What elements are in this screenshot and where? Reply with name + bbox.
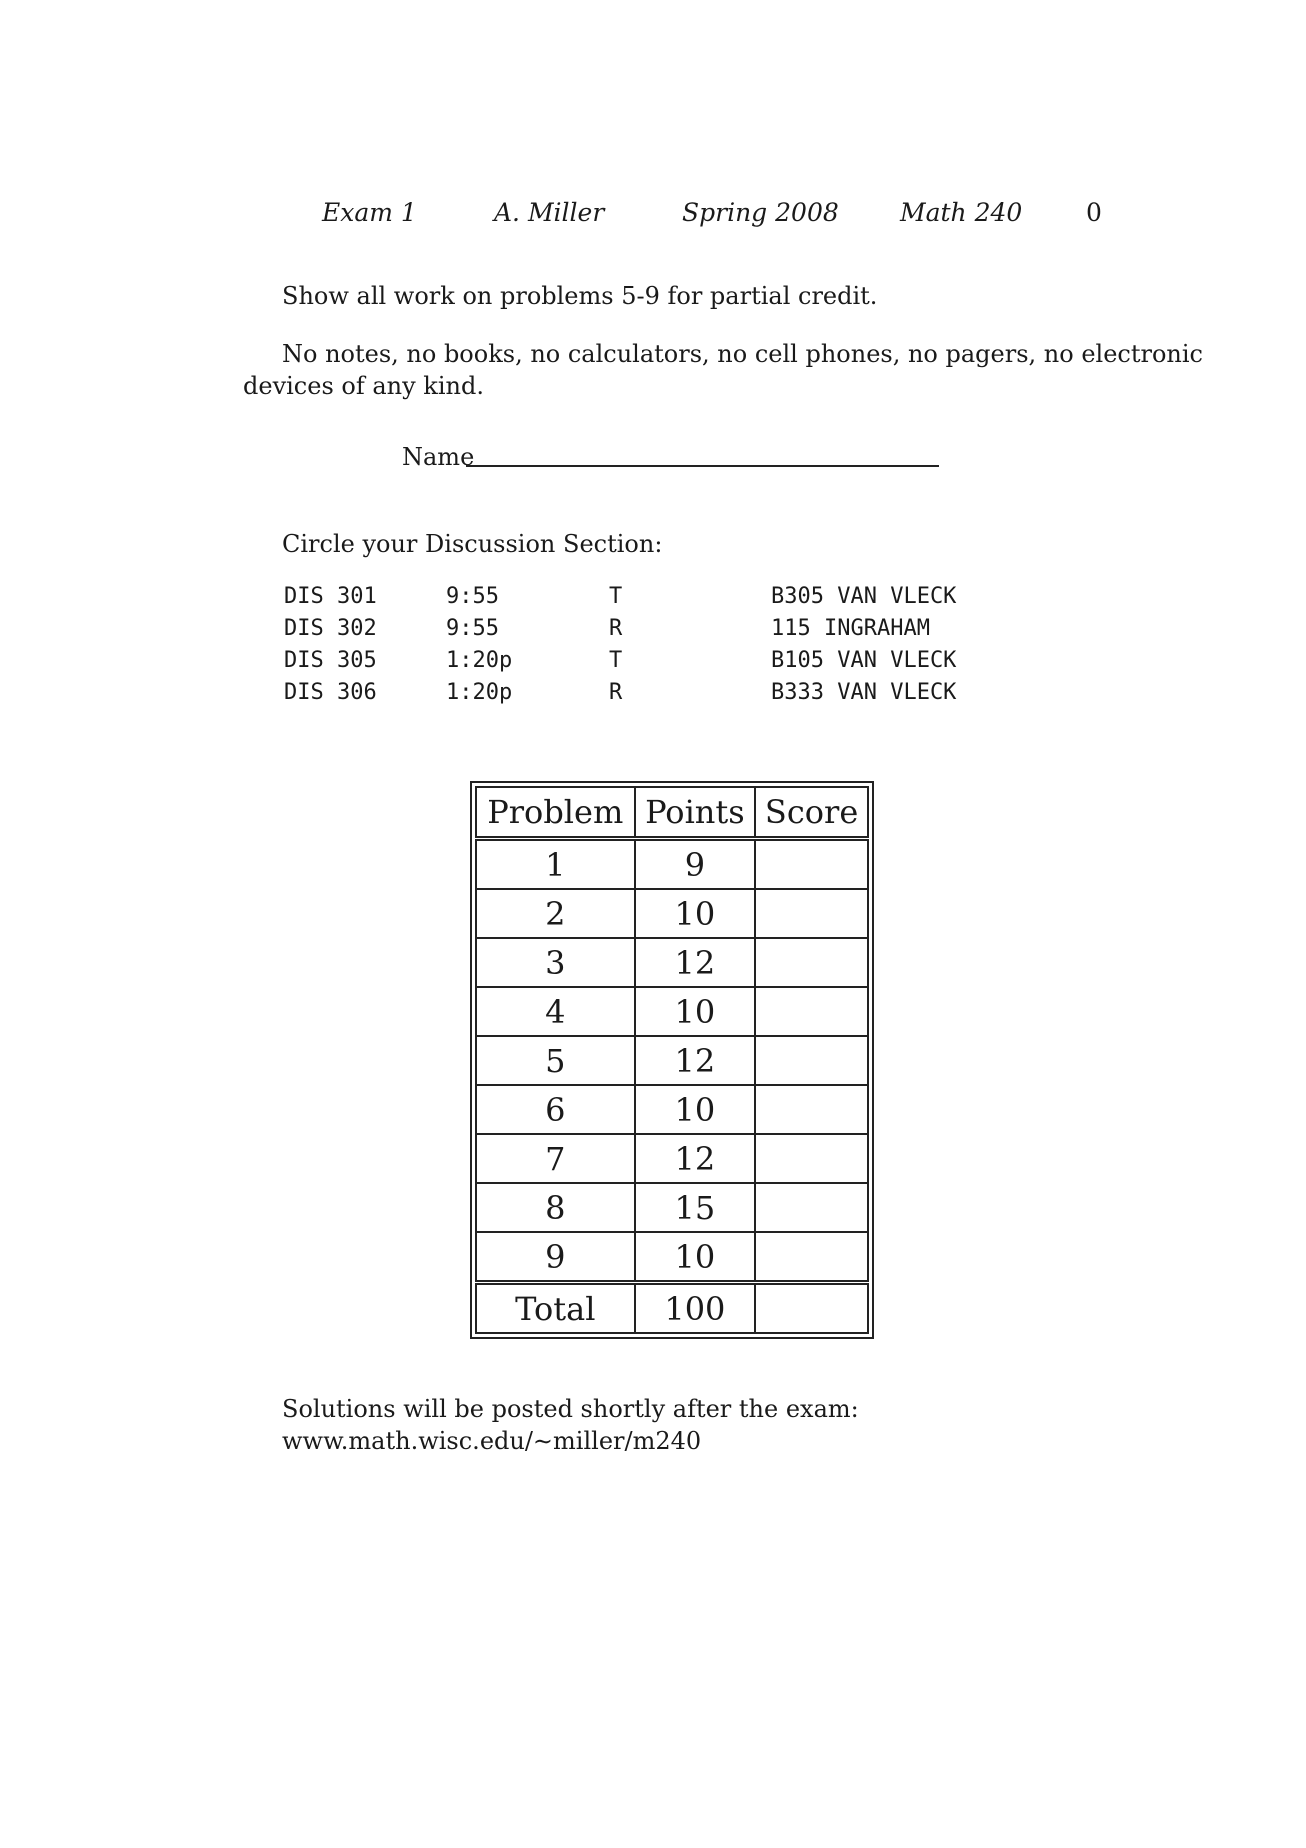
problem-points: 15 xyxy=(635,1183,756,1232)
section-room: B105 VAN VLECK xyxy=(771,648,957,673)
instruction-no-notes-cont: devices of any kind. xyxy=(243,372,484,400)
course: Math 240 xyxy=(900,198,1023,227)
table-row xyxy=(476,889,868,938)
score-cell[interactable] xyxy=(755,987,868,1036)
discussion-prompt: Circle your Discussion Section: xyxy=(282,530,663,558)
section-room: 115 INGRAHAM xyxy=(771,616,930,641)
table-row xyxy=(476,839,868,890)
exam-title: Exam 1 xyxy=(322,198,417,227)
header-problem: Problem xyxy=(476,787,635,839)
name-field-line[interactable] xyxy=(466,465,939,467)
problem-number: 2 xyxy=(476,889,635,938)
problem-number: 3 xyxy=(476,938,635,987)
total-points: 100 xyxy=(635,1283,756,1334)
page-number: 0 xyxy=(1086,198,1102,227)
score-cell[interactable] xyxy=(755,1232,868,1283)
problem-points: 12 xyxy=(635,1036,756,1085)
section-time: 1:20p xyxy=(446,680,513,705)
term: Spring 2008 xyxy=(682,198,839,227)
table-row xyxy=(476,1036,868,1085)
header-points: Points xyxy=(635,787,756,839)
author: A. Miller xyxy=(494,198,605,227)
section-time: 9:55 xyxy=(446,584,499,609)
score-cell[interactable] xyxy=(755,1085,868,1134)
section-code: DIS 306 xyxy=(284,680,377,705)
section-day: R xyxy=(609,616,623,641)
score-table xyxy=(475,786,869,1334)
table-row xyxy=(476,1134,868,1183)
score-cell[interactable] xyxy=(755,889,868,938)
score-cell[interactable] xyxy=(755,1183,868,1232)
instruction-no-notes: No notes, no books, no calculators, no cell phones, no pagers, no electronic xyxy=(282,340,1203,368)
instruction-partial-credit: Show all work on problems 5-9 for partial credit. xyxy=(282,282,878,310)
section-code: DIS 302 xyxy=(284,616,377,641)
solutions-note: Solutions will be posted shortly after the exam: xyxy=(282,1395,859,1423)
problem-points: 10 xyxy=(635,1085,756,1134)
section-time: 1:20p xyxy=(446,648,513,673)
problem-number: 7 xyxy=(476,1134,635,1183)
problem-points: 10 xyxy=(635,889,756,938)
score-cell[interactable] xyxy=(755,839,868,890)
section-room: B333 VAN VLECK xyxy=(771,680,957,705)
table-header-row xyxy=(476,787,868,839)
solutions-url[interactable]: www.math.wisc.edu/∼miller/m240 xyxy=(282,1427,702,1455)
total-label: Total xyxy=(476,1283,635,1334)
table-row xyxy=(476,987,868,1036)
problem-points: 12 xyxy=(635,938,756,987)
problem-number: 9 xyxy=(476,1232,635,1283)
section-day: T xyxy=(609,648,623,673)
section-code: DIS 301 xyxy=(284,584,377,609)
section-room: B305 VAN VLECK xyxy=(771,584,957,609)
section-code: DIS 305 xyxy=(284,648,377,673)
table-row xyxy=(476,1183,868,1232)
name-label: Name xyxy=(402,443,475,471)
table-row xyxy=(476,1232,868,1283)
score-cell[interactable] xyxy=(755,938,868,987)
problem-points: 10 xyxy=(635,987,756,1036)
header-score: Score xyxy=(755,787,868,839)
total-score-cell[interactable] xyxy=(755,1283,868,1334)
score-cell[interactable] xyxy=(755,1036,868,1085)
section-time: 9:55 xyxy=(446,616,499,641)
section-day: T xyxy=(609,584,623,609)
problem-number: 8 xyxy=(476,1183,635,1232)
score-cell[interactable] xyxy=(755,1134,868,1183)
problem-number: 1 xyxy=(476,839,635,890)
section-day: R xyxy=(609,680,623,705)
table-row xyxy=(476,1085,868,1134)
table-total-row xyxy=(476,1283,868,1334)
problem-points: 9 xyxy=(635,839,756,890)
problem-number: 4 xyxy=(476,987,635,1036)
problem-number: 6 xyxy=(476,1085,635,1134)
problem-points: 12 xyxy=(635,1134,756,1183)
problem-number: 5 xyxy=(476,1036,635,1085)
table-row xyxy=(476,938,868,987)
problem-points: 10 xyxy=(635,1232,756,1283)
